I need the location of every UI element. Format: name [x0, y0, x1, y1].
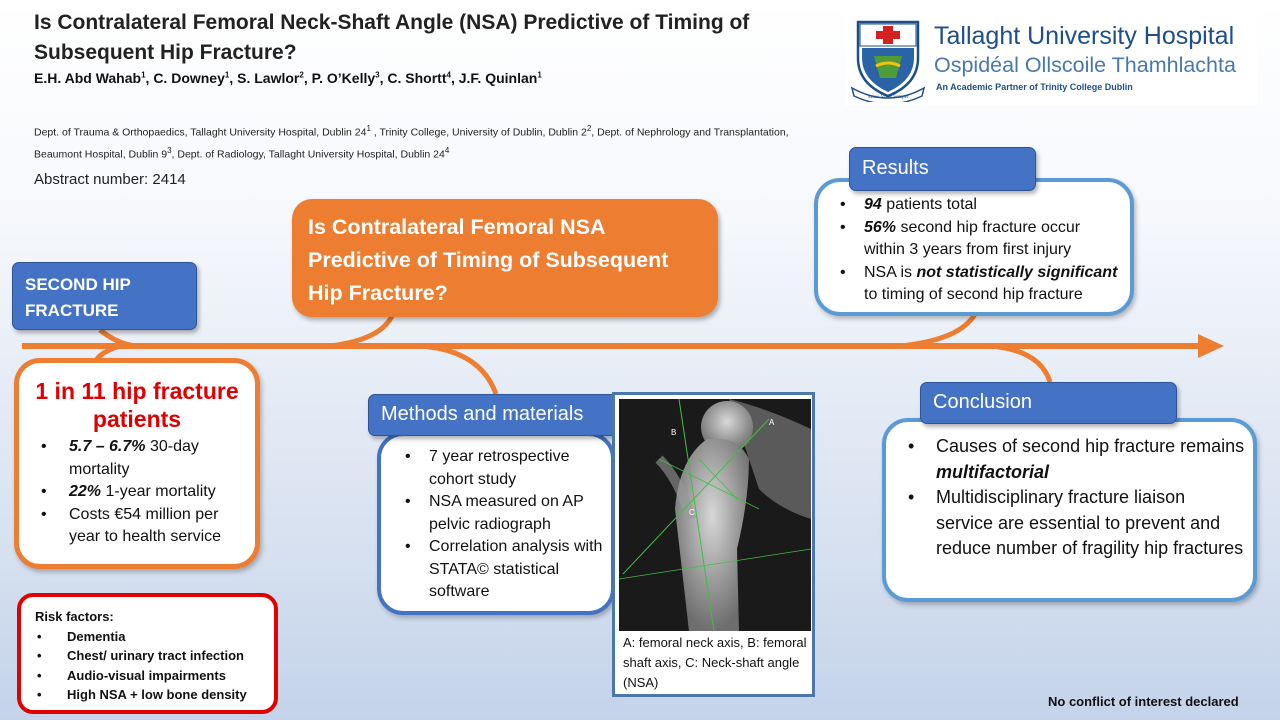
list-item: • Correlation analysis with STATA© statistical software: [391, 536, 603, 604]
hospital-logo: [846, 12, 1257, 106]
research-question: Is Contralateral Femoral NSA Predictive of Timing of Subsequent Hip Fracture?: [292, 199, 718, 317]
list-item: • NSA measured on AP pelvic radiograph: [391, 491, 603, 536]
author: E.H. Abd Wahab: [34, 70, 142, 86]
conclusion-list: [898, 434, 1245, 562]
methods-list: [391, 446, 603, 604]
affiliations: Dept. of Trauma & Orthopaedics, Tallaght University Hospital, Dublin $24^1$ , Trinity College, University of Dublin, Dublin $2^2$, Dept. of Nephrology and Transplantation, Beaumont Hospital, Dublin $9^3$, Dept. of Radiology, Tallaght University Hospital, Dublin $24^4$: [34, 124, 789, 160]
list-item: • Dementia: [35, 627, 264, 647]
author: S. Lawlor: [237, 70, 300, 86]
author: J.F. Quinlan: [458, 70, 538, 86]
hospital-name: Tallaght University Hospital: [934, 22, 1235, 50]
list-item: • 7 year retrospective cohort study: [391, 446, 603, 491]
poster-title: Is Contralateral Femoral Neck-Shaft Angle (NSA) Predictive of Timing of Subsequent Hip Fracture?: [34, 11, 750, 64]
list-item: • NSA is not statistically significant to timing of second hip fracture: [826, 262, 1122, 307]
headline-stat: 1 in 11 hip fracture patients: [35, 378, 239, 432]
results-card: [814, 178, 1134, 316]
hospital-crest-icon: [850, 18, 926, 102]
conflict-statement: No conflict of interest declared: [1048, 694, 1239, 709]
hip-radiograph-image: [619, 399, 811, 631]
stats-list: [19, 436, 255, 549]
risk-factors-title: Risk factors:: [35, 609, 114, 624]
list-item: • High NSA + low bone density: [35, 685, 264, 705]
abstract-number: Abstract number: 2414: [34, 171, 186, 188]
author-list: E.H. Abd Wahab$^1$, C. Downey$^1$, S. Lawlor$^2$, P. O’Kelly$^3$, C. Shortt$^4$, J.F. Quinlan$^1$: [34, 70, 542, 86]
conclusion-card: [882, 418, 1257, 602]
second-hip-fracture-card: [14, 358, 260, 569]
xray-figure: [612, 392, 815, 697]
list-item: • Chest/ urinary tract infection: [35, 646, 264, 666]
list-item: • 22% 1-year mortality: [19, 481, 245, 504]
author: P. O’Kelly: [311, 70, 376, 86]
figure-caption: A: femoral neck axis, B: femoral shaft axis, C: Neck-shaft angle (NSA): [623, 635, 807, 690]
label-b: B: [671, 428, 677, 437]
hospital-irish-name: Ospidéal Ollscoile Thamhlachta: [934, 53, 1236, 77]
second-hip-fracture-tab: SECOND HIP FRACTURE: [12, 262, 197, 330]
partner-line: An Academic Partner of Trinity College Dublin: [936, 82, 1133, 92]
svg-text:Sanus Vivas Semper: Sanus Vivas Semper: [867, 95, 909, 100]
list-item: • 5.7 – 6.7% 30-day mortality: [19, 436, 245, 481]
methods-tab: Methods and materials: [368, 394, 622, 436]
results-list: [826, 194, 1122, 307]
conclusion-tab: Conclusion: [920, 382, 1177, 424]
methods-card: [377, 432, 615, 615]
label-c: C: [689, 508, 695, 517]
label-a: A: [769, 418, 775, 427]
author: C. Shortt: [387, 70, 447, 86]
list-item: • Causes of second hip fracture remains multifactorial: [898, 434, 1245, 485]
list-item: • 56% second hip fracture occur within 3 years from first injury: [826, 217, 1122, 262]
list-item: • Multidisciplinary fracture liaison service are essential to prevent and reduce number of fragility hip fractures: [898, 485, 1245, 562]
list-item: • Costs €54 million per year to health service: [19, 504, 245, 549]
author: C. Downey: [153, 70, 225, 86]
risk-factors-list: [35, 627, 264, 705]
list-item: • Audio-visual impairments: [35, 666, 264, 686]
risk-factors-box: [17, 593, 278, 714]
results-tab: Results: [849, 147, 1036, 191]
list-item: • 94 patients total: [826, 194, 1122, 217]
